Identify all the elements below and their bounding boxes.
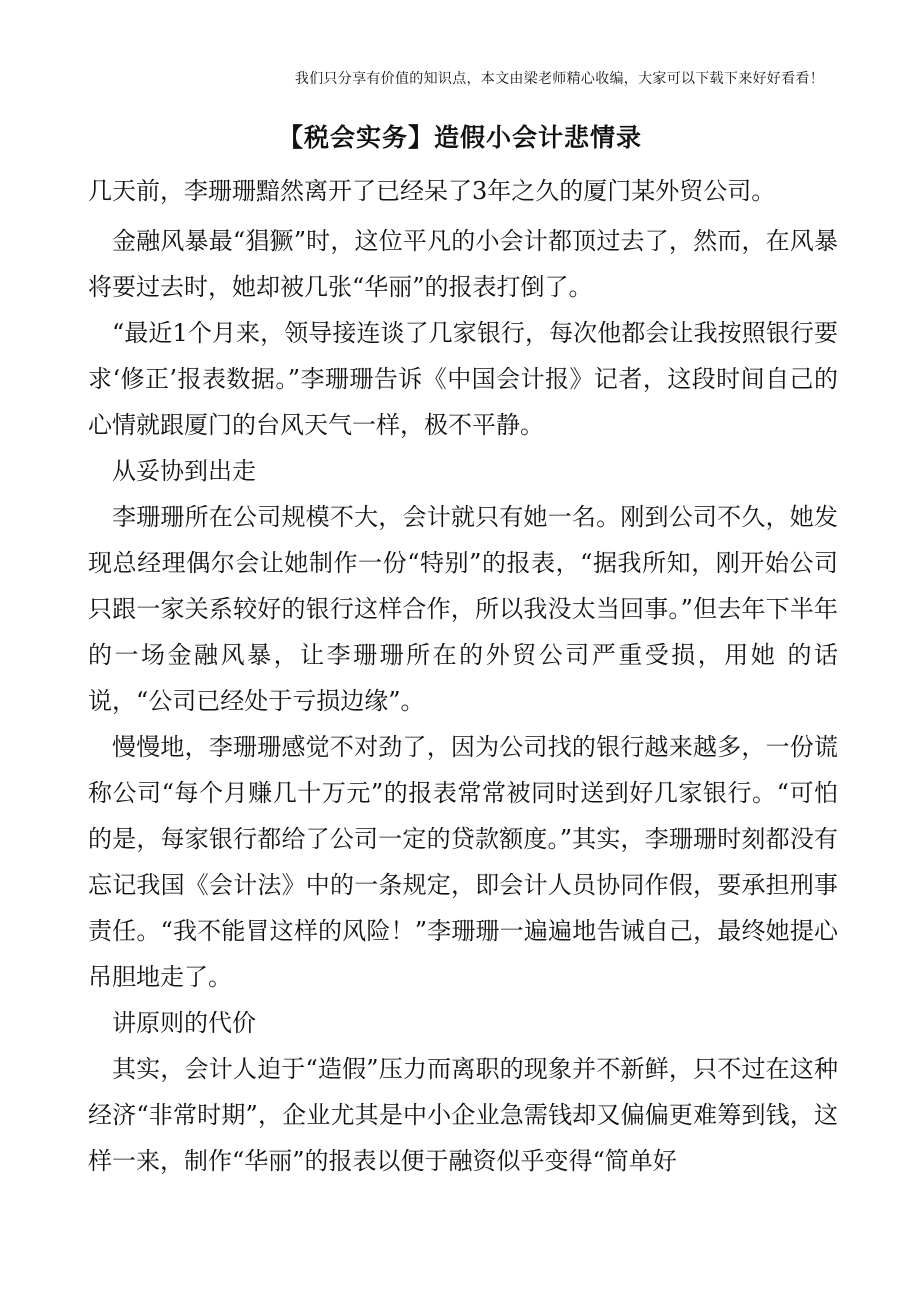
section-heading-1: 从妥协到出走: [112, 457, 256, 485]
paragraph-5: 慢慢地，李珊珊感觉不对劲了，因为公司找的银行越来越多，一份谎称公司“每个月赚几十万元”的报表常常被同时送到好几家银行。“可怕的是，每家银行都给了公司一定的贷款额度。”其实，李珊珊时刻都没有忘记我国《会计法》中的一条规定，即会计人员协同作假，要承担刑事责任。“我不能冒这样的风险！”李珊珊一遍遍地告诫自己，最终她提心吊胆地走了。: [88, 733, 838, 991]
paragraph-4: 李珊珊所在公司规模不大，会计就只有她一名。刚到公司不久，她发现总经理偶尔会让她制作一份“特别”的报表，“据我所知，刚开始公司只跟一家关系较好的银行这样合作，所以我没太当回事。”但去年下半年的一场金融风暴，让李珊珊所在的外贸公司严重受损，用她 的话说，“公司已经处于亏损边缘”。: [88, 503, 838, 715]
paragraph-2: 金融风暴最“猖獗”时，这位平凡的小会计都顶过去了，然而，在风暴将要过去时，她却被几张“华丽”的报表打倒了。: [88, 227, 838, 301]
article-body: [88, 168, 838, 1184]
paragraph-3: “最近1个月来，领导接连谈了几家银行，每次他都会让我按照银行要求‘修正’报表数据。”李珊珊告诉《中国会计报》记者，这段时间自己的心情就跟厦门的台风天气一样，极不平静。: [88, 319, 838, 439]
document-title: 【税会实务】造假小会计悲情录: [277, 123, 642, 152]
paragraph-1: 几天前，李珊珊黯然离开了已经呆了3年之久的厦门某外贸公司。: [88, 177, 776, 205]
paragraph-6: 其实，会计人迫于“造假”压力而离职的现象并不新鲜，只不过在这种经济“非常时期”，企业尤其是中小企业急需钱却又偏偏更难筹到钱，这样一来，制作“华丽”的报表以便于融资似乎变得“简单好: [88, 1055, 838, 1175]
header-note: 我们只分享有价值的知识点，本文由梁老师精心收编，大家可以下载下来好好看看！: [294, 71, 824, 87]
section-heading-2: 讲原则的代价: [112, 1009, 256, 1037]
